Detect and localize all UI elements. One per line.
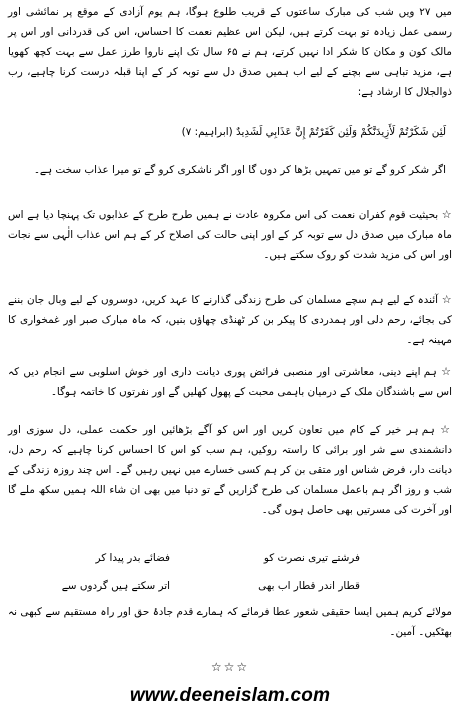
- paragraph-point-1: [8, 205, 452, 265]
- stars-separator-icon: ☆☆☆: [210, 660, 250, 674]
- star-bullet-icon: ☆: [440, 423, 452, 436]
- paragraph-text: آئندہ کے لیے ہم سچے مسلمان کی طرح زندگی گذارنے کا عہد کریں، دوسروں کے لیے وبال جان بننے کی بجائے، رحم دلی اور ہمدردی کا پیکر بن کر ٹھنڈی چھاؤں بنیں، کہ ماہ مبارک صبر اور غمخواری کا مہینہ ہے۔: [8, 294, 452, 346]
- star-bullet-icon: ☆: [441, 208, 452, 221]
- quran-verse: لَئِن شَكَرْتُمْ لَأَزِيدَنَّكُمْ وَلَئِن كَفَرْتُمْ إِنَّ عَذَابِي لَشَدِيدٌ (ابراہیم: ۷): [181, 126, 446, 138]
- paragraph-intro: میں ۲۷ ویں شب کی مبارک ساعتوں کے قریب طلوع ہوگا، ہم یوم آزادی کے موقع پر نمائشی اور رسمی عمل زیادہ تو بہت کرتے ہیں، لیکن اس عظیم نعمت کا احساس، اس کی قدردانی اور اس پر مالک کون و مکان کا شکر ادا نہیں کرتے، ہم نے ۶۵ سال تک اپنے ناروا طرز عمل سے بہت کچھ کھویا ہے، مزید تباہی سے بچنے کے لیے اب ہمیں صدق دل سے توبہ کر کے اپنا قبلہ درست کرنا چاہیے، رب ذوالجلال کا ارشاد ہے:: [8, 6, 452, 98]
- paragraph-point-3: [8, 362, 452, 402]
- poem-line-2-left: قطار اندر قطار اب بھی: [258, 580, 360, 592]
- website-footer: www.deeneislam.com: [129, 685, 331, 706]
- paragraph-text: ہم اپنے دینی، معاشرتی اور منصبی فرائض پوری دیانت داری اور خوش اسلوبی سے انجام دیں کہ اس سے باشندگان ملک کے درمیان باہمی محبت کے پھول کھلیں گے اور نفرتوں کا خاتمہ ہوگا۔: [8, 366, 452, 398]
- poem-line-1-right: فضائے بدر پیدا کر: [95, 552, 170, 564]
- closing-prayer: مولائے کریم ہمیں ایسا حقیقی شعور عطا فرمائے کہ ہمارے قدم جادۂ حق اور راہ مستقیم سے کبھی نہ بھٹکیں۔ آمین۔: [8, 606, 452, 638]
- verse-translation: اگر شکر کرو گے تو میں تمہیں بڑھا کر دوں گا اور اگر ناشکری کرو گے تو میرا عذاب سخت ہے۔: [33, 164, 446, 176]
- paragraph-text: بحیثیت قوم کفران نعمت کی اس مکروہ عادت نے ہمیں طرح طرح کے عذابوں تک پہنچا دیا ہے اس ماہ مبارک میں صدق دل سے توبہ کر کے اور اپنی حالت کی اصلاح کر کے ہم اس عذاب الٰہی سے نجات اور اس کی مزید شدت کو روک سکتے ہیں۔: [8, 209, 452, 261]
- poem-line-1-left: فرشتے تیری نصرت کو: [263, 552, 360, 564]
- star-bullet-icon: ☆: [441, 365, 452, 378]
- paragraph-point-2: [8, 290, 452, 350]
- star-bullet-icon: ☆: [441, 293, 452, 306]
- poem-line-2-right: اتر سکتے ہیں گردوں سے: [61, 580, 170, 592]
- paragraph-text: ہم ہر خیر کے کام میں تعاون کریں اور اس کو آگے بڑھائیں اور حکمت عملی، دل سوزی اور دانشمندی سے شر اور برائی کا راستہ روکیں، ہم سب کو اس کا احساس کرنا چاہیے کہ رحم دل، دیانت دار، فرض شناس اور متقی بن کر ہم کسی خسارے میں نہیں رہیں گے۔ اس چند روزہ زندگی کے شب و روز اگر ہم باعمل مسلمان کی طرح گزاریں گے تو دنیا میں بھی ان شاء اللہ ہمیں سکھ ملے گا اور آخرت کی مسرتیں بھی حاصل ہوں گی۔: [8, 424, 452, 516]
- paragraph-point-4: [8, 420, 452, 520]
